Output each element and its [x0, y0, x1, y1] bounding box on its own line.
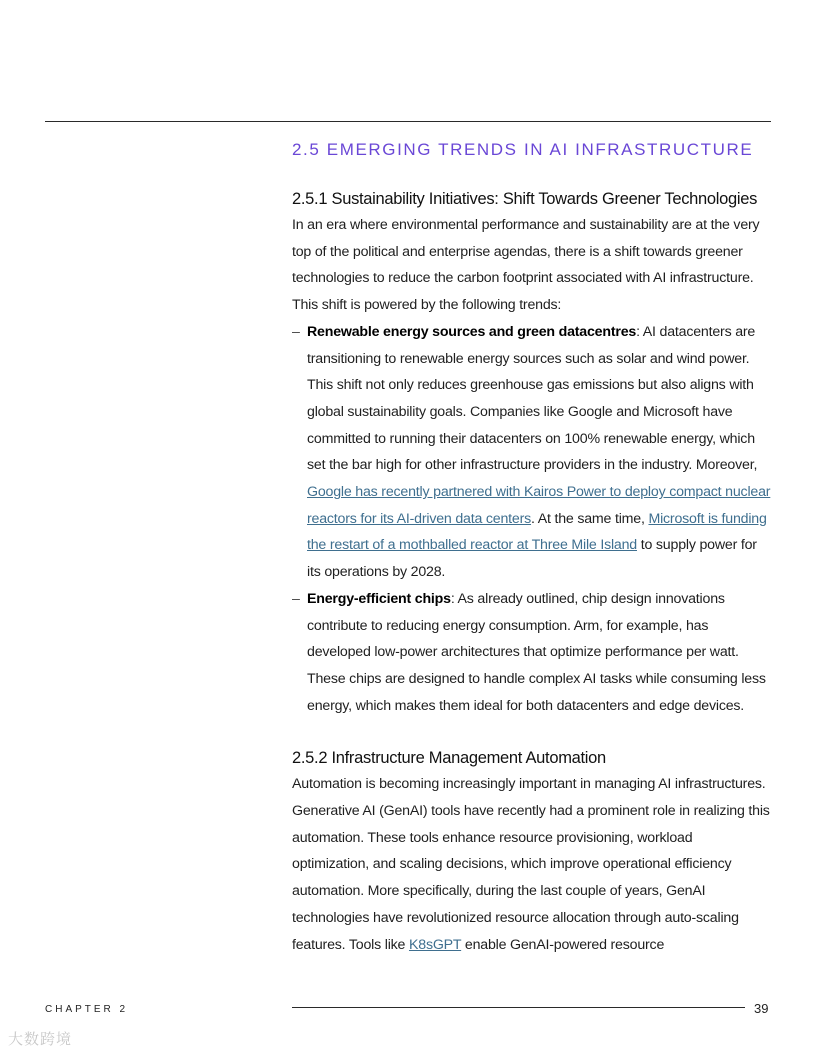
list-item — [292, 319, 772, 586]
subsection-heading-automation: 2.5.2 Infrastructure Management Automation — [292, 749, 606, 768]
microsoft-three-mile-link[interactable]: Microsoft is funding the restart of a mothballed reactor at Three Mile Island — [307, 510, 767, 554]
list-dash: – — [292, 323, 300, 340]
watermark-logo: 大数跨境 — [8, 1030, 73, 1048]
bullet-term: Energy-efficient chips — [307, 590, 451, 607]
bullet-term: Renewable energy sources and green datacentres — [307, 323, 637, 340]
footer-divider — [292, 1007, 745, 1008]
top-divider — [45, 121, 771, 122]
chapter-label: CHAPTER 2 — [45, 1004, 129, 1015]
list-dash: – — [292, 590, 300, 607]
section-title: 2.5 EMERGING TRENDS IN AI INFRASTRUCTURE — [292, 140, 754, 159]
bullet-text: to supply power for its operations by 2028. — [307, 537, 757, 581]
subsection-heading-sustainability: 2.5.1 Sustainability Initiatives: Shift Towards Greener Technologies — [292, 190, 758, 208]
page-number: 39 — [754, 1001, 769, 1016]
page-content — [292, 135, 772, 958]
google-kairos-link[interactable]: Google has recently partnered with Kairos Power to deploy compact nuclear reactors for its AI-driven data centers — [307, 484, 771, 527]
sustainability-intro-paragraph: In an era where environmental performance and sustainability are at the very top of the political and enterprise agendas, there is a shift towards greener technologies to reduce the carbon footprint associated with AI infrastructure. This shift is powered by the following trends: — [292, 217, 760, 314]
bullet-text: : As already outlined, chip design innovations contribute to reducing energy consumption. Arm, for example, has developed low-power architectures that optimize performance per watt. These chips are designed to handle complex AI tasks while consuming less energy, which makes them ideal for both datacenters and edge devices. — [307, 590, 766, 714]
paragraph-text: enable GenAI-powered resource — [461, 936, 665, 953]
bullet-text: . At the same time, — [531, 510, 649, 527]
trends-list — [292, 319, 772, 720]
k8sgpt-link[interactable]: K8sGPT — [408, 936, 462, 953]
paragraph-text: Automation is becoming increasingly important in managing AI infrastructures. Generative AI (GenAI) tools have recently had a prominent role in realizing this automation. These tools enhance resource provisioning, workload optimization, and scaling decisions, which improve operational efficiency automation. More specifically, during the last couple of years, GenAI technologies have revolutionized resource allocation through auto-scaling features. Tools like — [292, 776, 770, 953]
automation-paragraph — [292, 771, 772, 958]
list-item — [292, 586, 772, 720]
bullet-text: : AI datacenters are transitioning to renewable energy sources such as solar and wind power. This shift not only reduces greenhouse gas emissions but also aligns with global sustainability goals. Companies like Google and Microsoft have committed to running their datacenters on 100% renewable energy, which set the bar high for other infrastructure providers in the industry. Moreover, — [307, 323, 758, 474]
